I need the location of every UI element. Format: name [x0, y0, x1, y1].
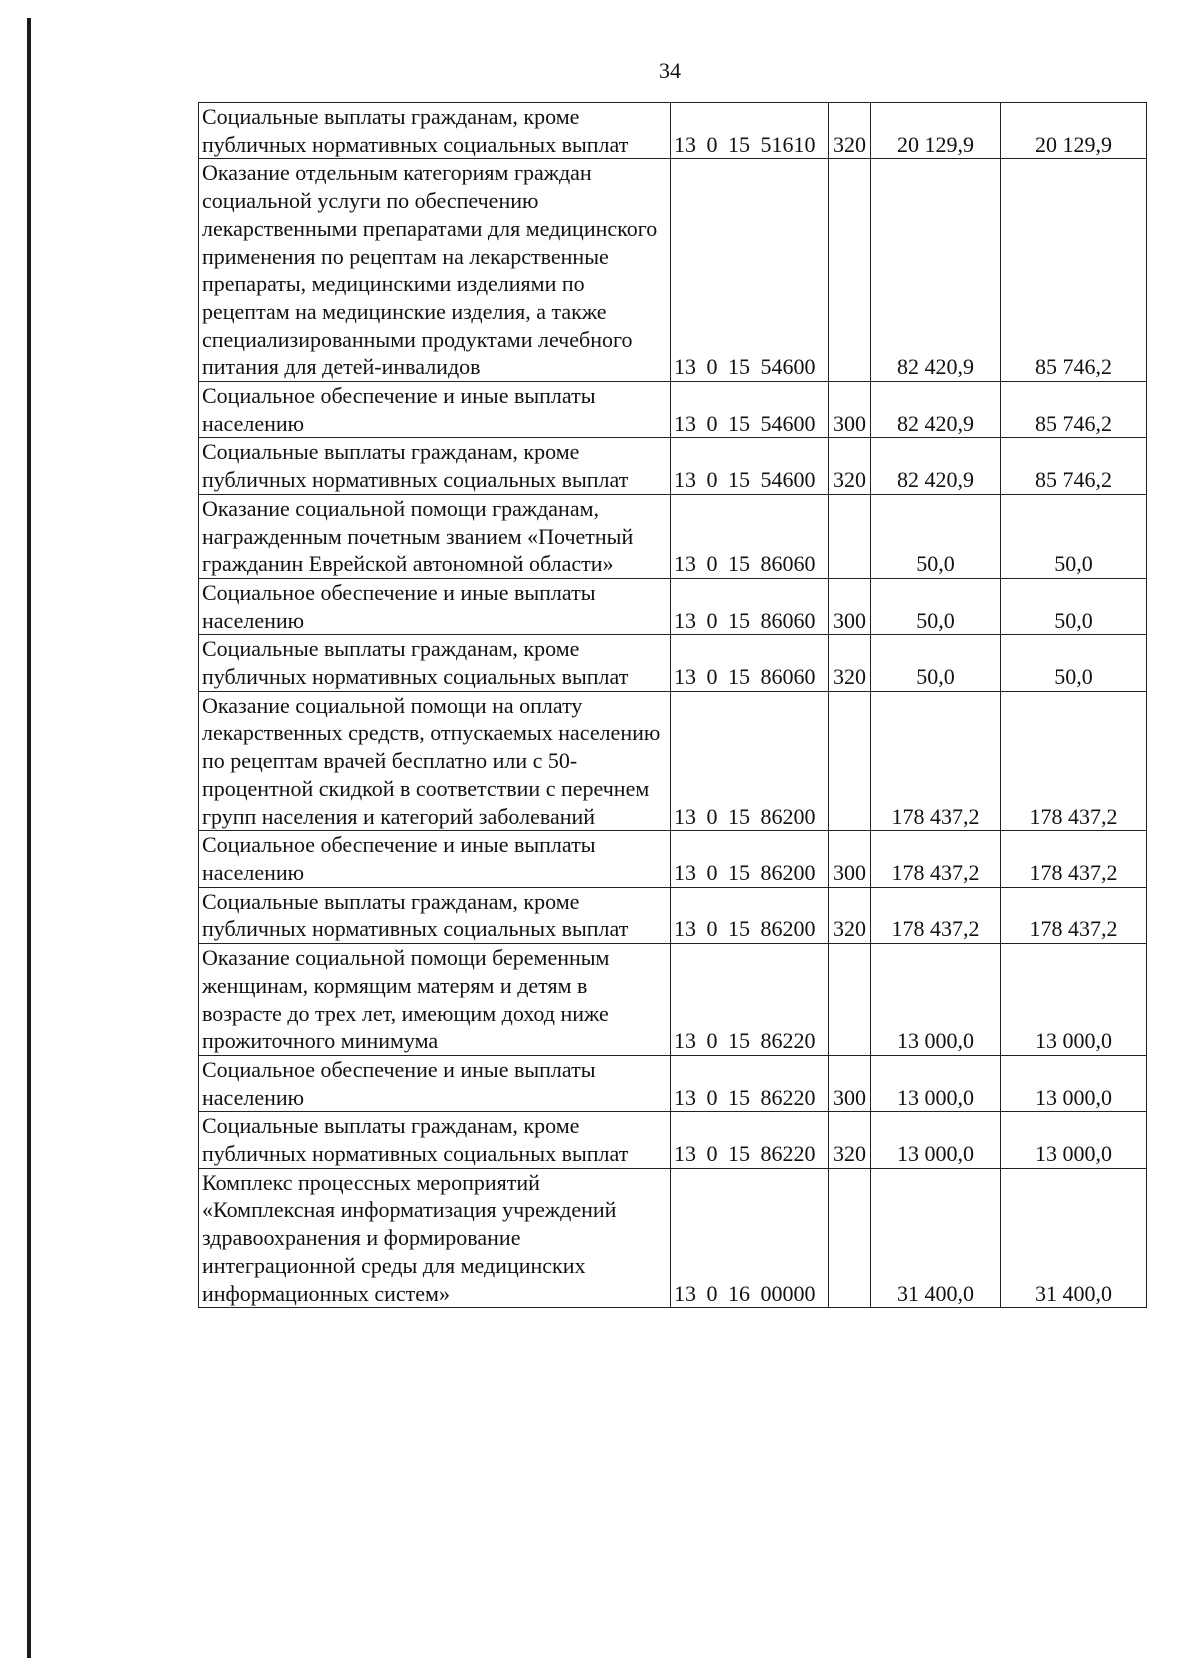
row-name-cell: Социальные выплаты гражданам, кроме публичных нормативных социальных выплат — [199, 438, 671, 494]
amount-year2-cell: 13 000,0 — [1001, 944, 1147, 1056]
amount-year1-cell: 20 129,9 — [871, 103, 1001, 159]
page-number: 34 — [659, 58, 681, 83]
amount-year2-cell: 20 129,9 — [1001, 103, 1147, 159]
amount-year1-cell: 13 000,0 — [871, 1055, 1001, 1111]
row-name-cell: Социальные выплаты гражданам, кроме публичных нормативных социальных выплат — [199, 635, 671, 691]
table-row — [199, 691, 1147, 831]
amount-year2-cell: 13 000,0 — [1001, 1112, 1147, 1168]
amount-year1-cell: 13 000,0 — [871, 944, 1001, 1056]
target-code-cell: 13 0 15 86060 — [671, 578, 829, 634]
row-name-cell: Социальные выплаты гражданам, кроме публичных нормативных социальных выплат — [199, 887, 671, 943]
expense-type-cell: 300 — [829, 578, 871, 634]
amount-year1-cell: 82 420,9 — [871, 159, 1001, 382]
target-code-cell: 13 0 15 86200 — [671, 887, 829, 943]
row-name-cell: Социальное обеспечение и иные выплаты населению — [199, 831, 671, 887]
amount-year2-cell: 178 437,2 — [1001, 831, 1147, 887]
table-row — [199, 887, 1147, 943]
expense-type-cell: 320 — [829, 887, 871, 943]
amount-year1-cell: 50,0 — [871, 578, 1001, 634]
amount-year2-cell: 178 437,2 — [1001, 887, 1147, 943]
expense-type-cell: 300 — [829, 831, 871, 887]
expense-type-cell — [829, 1168, 871, 1308]
binding-edge-line — [27, 18, 31, 1658]
row-name-cell: Социальные выплаты гражданам, кроме публичных нормативных социальных выплат — [199, 103, 671, 159]
amount-year1-cell: 178 437,2 — [871, 691, 1001, 831]
amount-year1-cell: 31 400,0 — [871, 1168, 1001, 1308]
table-row — [199, 578, 1147, 634]
target-code-cell: 13 0 15 86060 — [671, 494, 829, 578]
table-row — [199, 1112, 1147, 1168]
row-name-cell: Социальное обеспечение и иные выплаты населению — [199, 578, 671, 634]
target-code-cell: 13 0 15 51610 — [671, 103, 829, 159]
row-name-cell: Комплекс процессных мероприятий «Комплексная информатизация учреждений здравоохранения и формирование интеграционной среды для медицинских информационных систем» — [199, 1168, 671, 1308]
amount-year1-cell: 50,0 — [871, 494, 1001, 578]
target-code-cell: 13 0 15 54600 — [671, 159, 829, 382]
expense-type-cell: 320 — [829, 438, 871, 494]
table-row — [199, 494, 1147, 578]
table-row — [199, 1168, 1147, 1308]
row-name-cell: Оказание социальной помощи на оплату лекарственных средств, отпускаемых населению по рецептам врачей бесплатно или с 50-процентной скидкой в соответствии с перечнем групп населения и категорий заболеваний — [199, 691, 671, 831]
amount-year1-cell: 50,0 — [871, 635, 1001, 691]
expense-type-cell: 320 — [829, 103, 871, 159]
target-code-cell: 13 0 15 86200 — [671, 831, 829, 887]
row-name-cell: Оказание социальной помощи беременным женщинам, кормящим матерям и детям в возрасте до трех лет, имеющим доход ниже прожиточного минимума — [199, 944, 671, 1056]
target-code-cell: 13 0 16 00000 — [671, 1168, 829, 1308]
expense-type-cell — [829, 159, 871, 382]
target-code-cell: 13 0 15 86220 — [671, 1112, 829, 1168]
amount-year1-cell: 82 420,9 — [871, 438, 1001, 494]
row-name-cell: Оказание социальной помощи гражданам, награжденным почетным званием «Почетный гражданин Еврейской автономной области» — [199, 494, 671, 578]
table-row — [199, 159, 1147, 382]
target-code-cell: 13 0 15 86060 — [671, 635, 829, 691]
amount-year1-cell: 178 437,2 — [871, 887, 1001, 943]
expense-type-cell — [829, 691, 871, 831]
expense-type-cell: 320 — [829, 635, 871, 691]
target-code-cell: 13 0 15 86200 — [671, 691, 829, 831]
table-row — [199, 1055, 1147, 1111]
amount-year1-cell: 82 420,9 — [871, 382, 1001, 438]
amount-year2-cell: 31 400,0 — [1001, 1168, 1147, 1308]
amount-year2-cell: 13 000,0 — [1001, 1055, 1147, 1111]
budget-table-body — [199, 103, 1147, 1308]
expense-type-cell: 300 — [829, 382, 871, 438]
expense-type-cell — [829, 944, 871, 1056]
table-row — [199, 831, 1147, 887]
expense-type-cell: 300 — [829, 1055, 871, 1111]
amount-year2-cell: 85 746,2 — [1001, 159, 1147, 382]
target-code-cell: 13 0 15 54600 — [671, 438, 829, 494]
target-code-cell: 13 0 15 54600 — [671, 382, 829, 438]
row-name-cell: Социальное обеспечение и иные выплаты населению — [199, 1055, 671, 1111]
expense-type-cell — [829, 494, 871, 578]
amount-year1-cell: 13 000,0 — [871, 1112, 1001, 1168]
amount-year2-cell: 50,0 — [1001, 494, 1147, 578]
amount-year2-cell: 178 437,2 — [1001, 691, 1147, 831]
table-row — [199, 635, 1147, 691]
expense-type-cell: 320 — [829, 1112, 871, 1168]
amount-year1-cell: 178 437,2 — [871, 831, 1001, 887]
table-row — [199, 382, 1147, 438]
amount-year2-cell: 85 746,2 — [1001, 382, 1147, 438]
amount-year2-cell: 50,0 — [1001, 578, 1147, 634]
target-code-cell: 13 0 15 86220 — [671, 1055, 829, 1111]
row-name-cell: Социальные выплаты гражданам, кроме публичных нормативных социальных выплат — [199, 1112, 671, 1168]
table-row — [199, 944, 1147, 1056]
row-name-cell: Оказание отдельным категориям граждан социальной услуги по обеспечению лекарственными препаратами для медицинского применения по рецептам на лекарственные препараты, медицинскими изделиями по рецептам на медицинские изделия, а также специализированными продуктами лечебного питания для детей-инвалидов — [199, 159, 671, 382]
target-code-cell: 13 0 15 86220 — [671, 944, 829, 1056]
budget-table — [198, 102, 1147, 1308]
table-row — [199, 438, 1147, 494]
amount-year2-cell: 85 746,2 — [1001, 438, 1147, 494]
amount-year2-cell: 50,0 — [1001, 635, 1147, 691]
row-name-cell: Социальное обеспечение и иные выплаты населению — [199, 382, 671, 438]
table-row — [199, 103, 1147, 159]
